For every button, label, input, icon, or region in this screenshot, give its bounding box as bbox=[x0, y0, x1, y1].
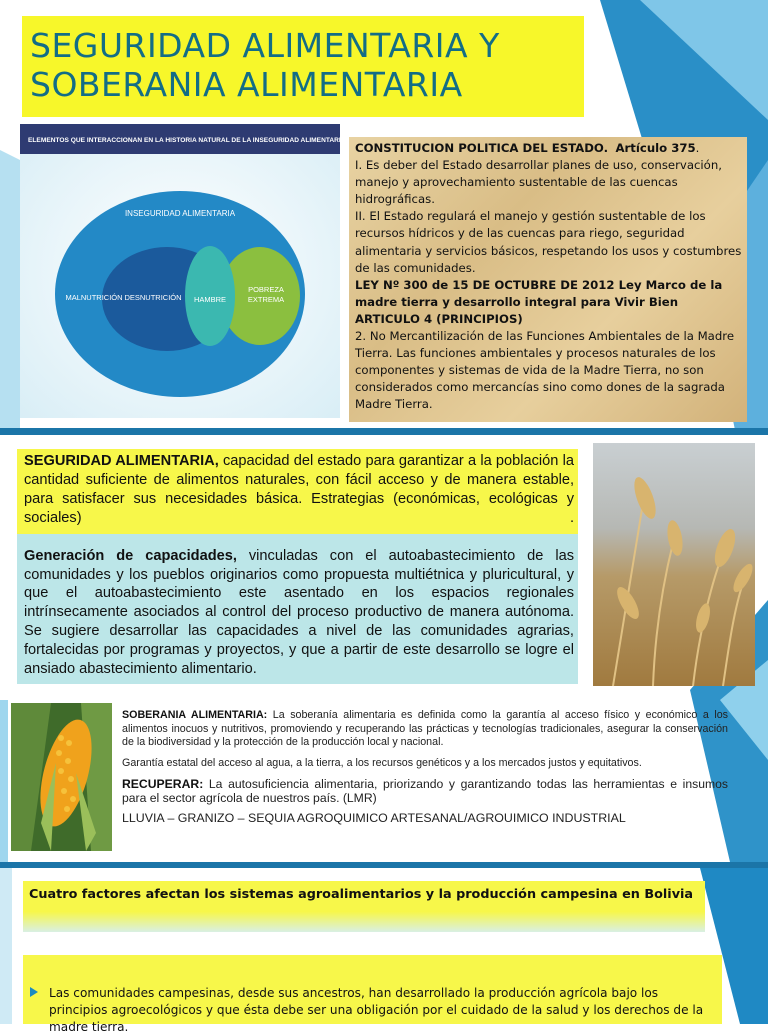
diagram-header: ELEMENTOS QUE INTERACCIONAN EN LA HISTORIA NATURAL DE LA INSEGURIDAD ALIMENTARIA bbox=[28, 137, 346, 144]
wheat-image bbox=[593, 443, 755, 686]
seguridad-section bbox=[24, 452, 574, 679]
divider-strip-2 bbox=[0, 862, 768, 868]
constitution-p3: 2. No Mercantilización de las Funciones Ambientales de la Madre Tierra. Las funciones ambientales y procesos naturales de los componentes y sistemas de vida de la Madre Tierra, no son considerados como mercancías sino como dones de la sagrada Madre Tierra. bbox=[355, 329, 735, 412]
factors-line: LLUVIA – GRANIZO – SEQUIA AGROQUIMICO ARTESANAL/AGROUIMICO INDUSTRIAL bbox=[122, 811, 626, 826]
bullet-arrow-icon bbox=[30, 987, 38, 997]
outer-label: INSEGURIDAD ALIMENTARIA bbox=[124, 209, 236, 218]
factors-title-box bbox=[23, 881, 705, 932]
seguridad-definition: SEGURIDAD ALIMENTARIA, capacidad del estado para garantizar a la población la cantidad suficiente de alimentos naturales, con fácil acceso y de manera estable, para satisfacer sus necesidades básica. Estrategias (económicas, ecológicas y sociales) . bbox=[24, 453, 574, 526]
right-label-2: EXTREMA bbox=[247, 295, 285, 304]
divider-strip bbox=[0, 428, 768, 435]
constitution-heading: CONSTITUCION POLITICA DEL ESTADO. Artículo 375. bbox=[355, 141, 700, 155]
seguridad-term: SEGURIDAD ALIMENTARIA, bbox=[24, 453, 219, 469]
garantia-paragraph: Garantía estatal del acceso al agua, a la tierra, a los recursos genéticos y a los mercados justos y equitativos. bbox=[122, 757, 642, 770]
constitution-p1: I. Es deber del Estado desarrollar planes de uso, conservación, manejo y aprovechamiento sustentable de las cuencas hidrográficas. bbox=[355, 158, 722, 207]
bottom-bullet-box bbox=[23, 955, 722, 1034]
recuperar-paragraph: RECUPERAR: La autosuficiencia alimentaria, priorizando y garantizando todas las herramientas e insumos para el sector agrícola de nuestros país. (LMR) bbox=[122, 776, 728, 805]
soberania-term: SOBERANIA ALIMENTARIA: bbox=[122, 709, 268, 721]
center-label: HAMBRE bbox=[193, 295, 227, 304]
corn-image bbox=[11, 703, 112, 851]
law-title: LEY Nº 300 de 15 DE OCTUBRE DE 2012 Ley Marco de la madre tierra y desarrollo integral para Vivir Bien bbox=[355, 277, 723, 309]
soberania-section bbox=[122, 709, 728, 833]
constitution-box bbox=[349, 137, 747, 422]
capacidades-term: Generación de capacidades, bbox=[24, 547, 237, 564]
left-label: MALNUTRICIÓN bbox=[65, 293, 123, 302]
page-title bbox=[30, 26, 584, 104]
title-line-1: SEGURIDAD ALIMENTARIA Y bbox=[30, 26, 500, 65]
soberania-definition: SOBERANIA ALIMENTARIA: La soberanía alimentaria es definida como la garantía al acceso físico y económico a los alimentos inocuos y nutritivos, promoviendo y recuperando las prácticas y tecnologías tradicionales, asegurar la conservación de la biodiversidad y la protección de la producción local y nacional. bbox=[122, 709, 728, 749]
factors-title: Cuatro factores afectan los sistemas agroalimentarios y la producción campesina en Bolivia bbox=[29, 887, 694, 902]
bullet-text: Las comunidades campesinas, desde sus ancestros, han desarrollado la producción agrícola bajo los principios agroecológicos y que ésta debe ser una obligación por el cuidado de la salud y los derechos de la madre tierra. bbox=[49, 986, 704, 1034]
article4-title: ARTICULO 4 (PRINCIPIOS) bbox=[355, 311, 523, 326]
right-label-1: POBREZA bbox=[248, 285, 284, 294]
constitution-p2: II. El Estado regulará el manejo y gestión sustentable de los recursos hídricos y de las cuencas para riego, seguridad alimentaria y servicios básicos, respetando los usos y costumbres de las comunidades. bbox=[355, 209, 742, 275]
title-box bbox=[22, 16, 584, 117]
food-insecurity-diagram bbox=[20, 124, 346, 418]
recuperar-term: RECUPERAR: bbox=[122, 776, 204, 791]
capacidades-paragraph: Generación de capacidades, vinculadas con el autoabastecimiento de las comunidades y los pueblos originarios como propuesta multiétnica y pluricultural, y que el autoabastecimiento este asentado en los espacios regionales intrínsecamente asociados al control del proceso productivo de manera autónoma. Se sugiere desarrollar las capacidades a nivel de las comunidades agrarias, fortalecidas por programas y proyectos, y que a partir de este desarrollo se logre el ansiado abastecimiento alimentario. bbox=[24, 547, 574, 678]
title-line-2: SOBERANIA ALIMENTARIA bbox=[30, 65, 463, 104]
middle-label: DESNUTRICIÓN bbox=[124, 293, 182, 302]
